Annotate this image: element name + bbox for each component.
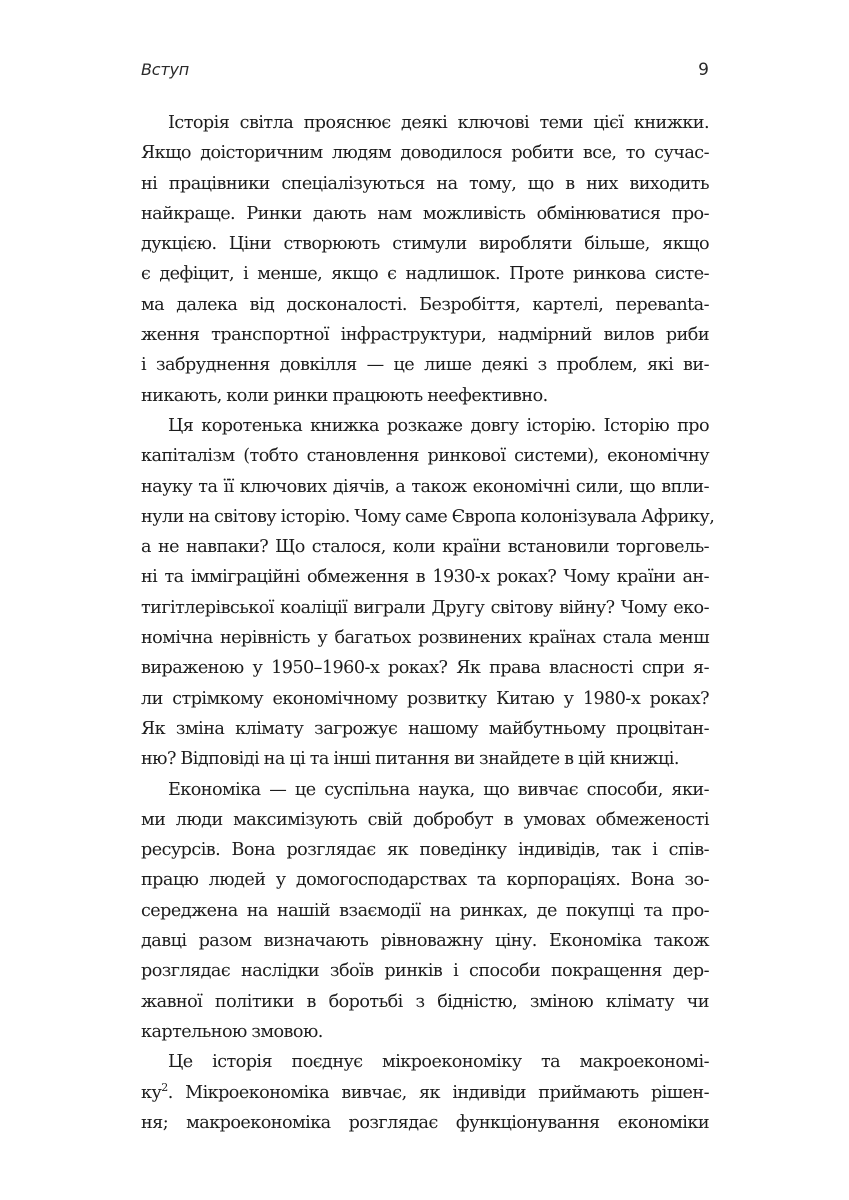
text-line: никають, коли ринки працюють неефективно. (141, 385, 548, 406)
text-line: вираженою у 1950–1960-х роках? Як права власності спри я- (141, 658, 709, 679)
text-line: ресурсів. Вона розглядає як поведінку індивідів, так і спів- (141, 840, 709, 861)
text-line: тигітлерівської коаліції виграли Другу світову війну? Чому еко- (141, 597, 709, 618)
text-line: ження транспортної інфраструктури, надмірний вилов риби (141, 325, 709, 346)
text-line: ми люди максимізують свій добробут в умовах обмеженості (141, 809, 709, 830)
text-line: Це історія поєднує мікроекономіку та макроекономі- (168, 1052, 709, 1073)
running-title: Вступ (141, 60, 190, 79)
text-line: номічна нерівність у багатьох розвинених країнах стала менш (141, 628, 709, 649)
text-line: найкраще. Ринки дають нам можливість обмінюватися про- (141, 203, 709, 224)
page-number: 9 (698, 60, 709, 80)
paragraph (141, 1047, 709, 1138)
text-line: Як зміна клімату загрожує нашому майбутньому процвітан- (141, 718, 709, 739)
text-line: Якщо доісторичним людям доводилося робити все, то сучас- (141, 143, 709, 164)
text-line: давці разом визначають рівноважну ціну. Економіка також (141, 931, 709, 952)
text-line: дукцією. Ціни створюють стимули виробляти більше, якщо (141, 234, 709, 255)
text-fragment: ку (141, 1082, 162, 1103)
paragraph (141, 775, 709, 1048)
body-text (141, 108, 715, 1138)
text-line: є дефіцит, і менше, якщо є надлишок. Проте ринкова систе- (141, 264, 709, 285)
text-line: картельною змовою. (141, 1021, 323, 1042)
text-line: нули на світову історію. Чому саме Європа колонізувала Африку, (141, 506, 715, 527)
text-fragment: . Мікроекономіка вивчає, як індивіди приймають рішен- (167, 1082, 709, 1103)
text-line: ні працівники спеціалізуються на тому, що в них виходить (141, 173, 709, 194)
text-line: працю людей у домогосподарствах та корпораціях. Вона зо- (141, 870, 709, 891)
text-line: ню? Відповіді на ці та інші питання ви знайдете в цій книжці. (141, 749, 679, 770)
text-line: Історія світла прояснює деякі ключові теми цієї книжки. (168, 113, 709, 133)
text-line: ли стрімкому економічному розвитку Китаю у 1980-х роках? (141, 688, 709, 709)
text-line: середжена на нашій взаємодії на ринках, де покупці та про- (141, 900, 709, 921)
footnote-reference[interactable]: 2 (161, 1080, 168, 1094)
text-line: розглядає наслідки збоїв ринків і способи покращення дер- (141, 961, 709, 982)
text-line: і забруднення довкілля — це лише деякі з проблем, які ви- (141, 355, 709, 376)
text-line: ма далека від досконалості. Безробіття, картелі, перевanta- (141, 294, 709, 315)
paragraph (141, 108, 709, 411)
text-line: Економіка — це суспільна наука, що вивчає способи, яки- (168, 779, 709, 800)
text-line: ня; макроекономіка розглядає функціонування економіки (141, 1112, 709, 1133)
text-line: ні та імміграційні обмеження в 1930-х роках? Чому країни ан- (141, 567, 709, 588)
paragraph (141, 411, 715, 775)
text-line: а не навпаки? Що сталося, коли країни встановили торговель- (141, 537, 709, 558)
text-line: Ця коротенька книжка розкаже довгу історію. Історію про (168, 415, 709, 436)
text-line: науку та її ключових діячів, а також економічні сили, що впли- (141, 476, 709, 497)
running-head (141, 60, 709, 84)
text-line: жавної політики в боротьбі з бідністю, зміною клімату чи (141, 991, 709, 1012)
text-line: капіталізм (тобто становлення ринкової системи), економічну (141, 446, 709, 467)
text-line (141, 1078, 709, 1108)
